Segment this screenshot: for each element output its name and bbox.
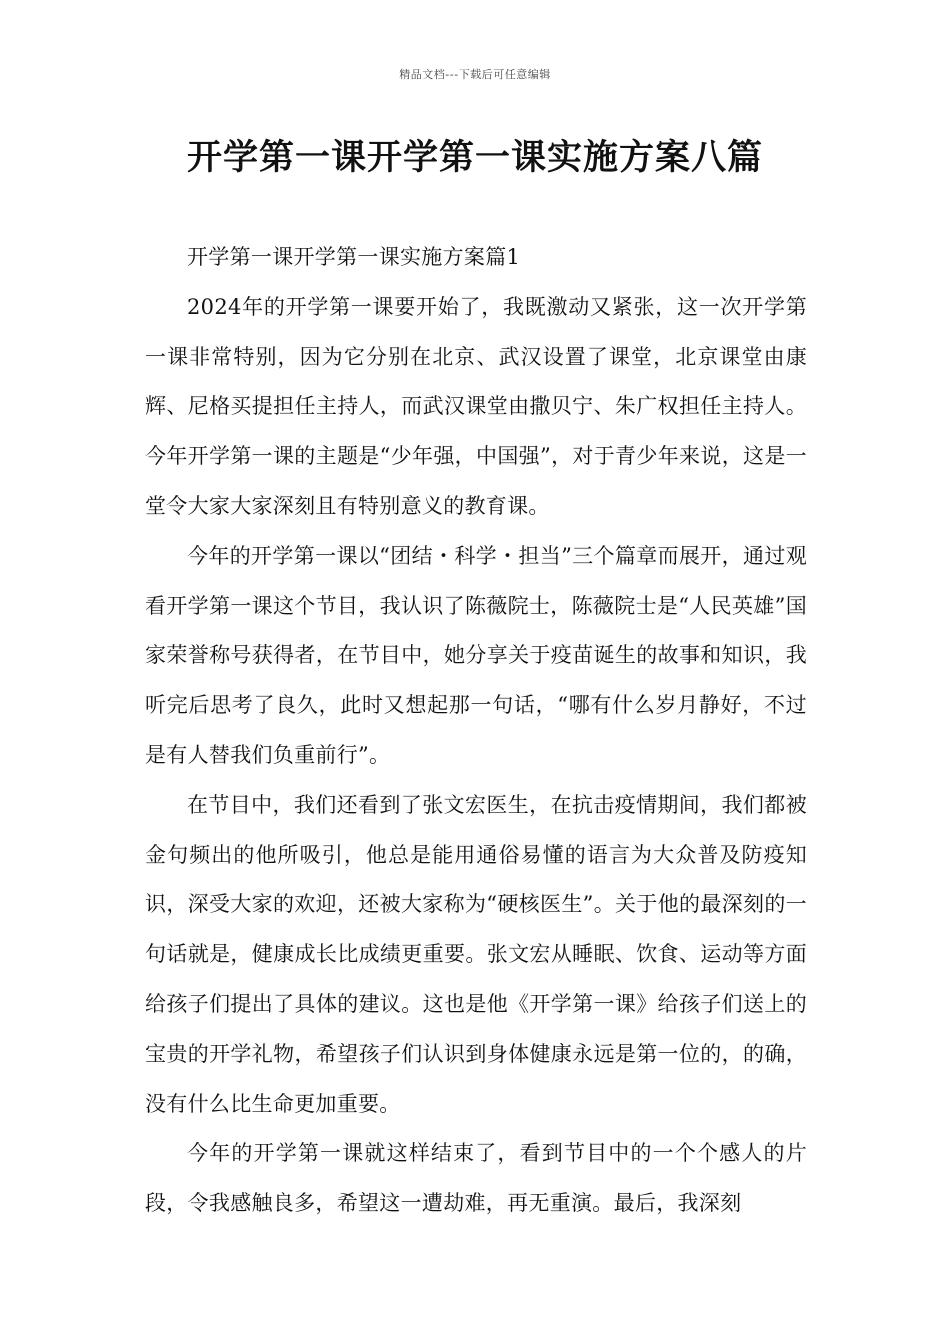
paragraph-1: 2024年的开学第一课要开始了，我既激动又紧张，这一次开学第一课非常特别，因为它分别在北京、武汉设置了课堂，北京课堂由康辉、尼格买提担任主持人，而武汉课堂由撒贝宁、朱广权担任主持人。今年开学第一课的主题是“少年强，中国强”，对于青少年来说，这是一堂令大家大家深刻且有特别意义的教育课。 [145,294,807,518]
document-body [145,233,807,1229]
paragraph-4: 今年的开学第一课就这样结束了，看到节目中的一个个感人的片段，令我感触良多，希望这一遭劫难，再无重演。最后，我深刻 [145,1141,807,1216]
paragraph-3: 在节目中，我们还看到了张文宏医生，在抗击疫情期间，我们都被金句频出的他所吸引，他总是能用通俗易懂的语言为大众普及防疫知识，深受大家的欢迎，还被大家称为“硬核医生”。关于他的最深刻的一句话就是，健康成长比成绩更重要。张文宏从睡眠、饮食、运动等方面给孩子们提出了具体的建议。这也是他《开学第一课》给孩子们送上的宝贵的开学礼物，希望孩子们认识到身体健康永远是第一位的，的确，没有什么比生命更加重要。 [145,792,807,1116]
document-title: 开学第一课开学第一课实施方案八篇 [186,138,763,178]
paragraph-2: 今年的开学第一课以“团结・科学・担当”三个篇章而展开，通过观看开学第一课这个节目，我认识了陈薇院士，陈薇院士是“人民英雄”国家荣誉称号获得者，在节目中，她分享关于疫苗诞生的故事和知识，我听完后思考了良久，此时又想起那一句话，“哪有什么岁月静好，不过是有人替我们负重前行”。 [145,543,807,767]
section-heading: 开学第一课开学第一课实施方案篇1 [187,245,521,269]
page-header-note: 精品文档---下载后可任意编辑 [399,68,551,81]
